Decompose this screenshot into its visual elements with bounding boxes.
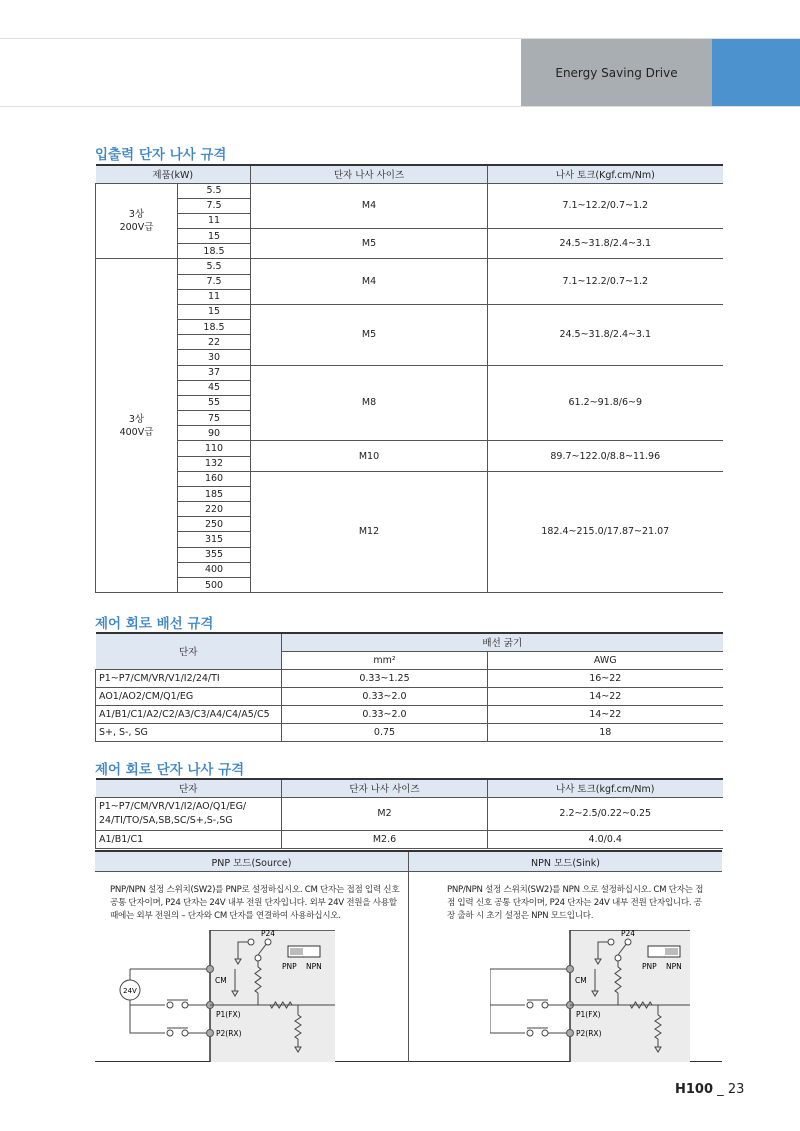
kw-cell: 45: [178, 380, 251, 395]
io-screw-table: [95, 164, 723, 593]
kw-cell: 315: [178, 532, 251, 547]
control-wiring-table: [95, 632, 723, 742]
mm2-cell: 0.75: [282, 723, 488, 741]
kw-cell: 37: [178, 365, 251, 380]
svg-text:PNP: PNP: [642, 962, 657, 971]
kw-cell: 220: [178, 502, 251, 517]
screw-size-cell: M10: [251, 441, 488, 471]
screw-size-cell: M4: [251, 259, 488, 305]
awg-cell: 16~22: [488, 669, 723, 687]
table-row: P1~P7/CM/VR/V1/I2/AO/Q1/EG/ 24/TI/TO/SA,SB,SC/S+,S-,SG M2 2.2~2.5/0.22~0.25: [96, 797, 723, 830]
class-cell: [96, 183, 178, 259]
screw-size-cell: M5: [251, 304, 488, 365]
page-number: 23: [727, 1082, 745, 1097]
svg-text:P1(FX): P1(FX): [576, 1010, 601, 1019]
svg-text:P2(RX): P2(RX): [576, 1029, 602, 1038]
pnp-wiring-diagram: [110, 930, 335, 1062]
mm2-cell: 0.33~2.0: [282, 687, 488, 705]
svg-text:NPN: NPN: [666, 962, 682, 971]
torque-cell: 61.2~91.8/6~9: [488, 365, 723, 441]
svg-text:P24: P24: [621, 930, 636, 938]
model-name: H100: [675, 1082, 714, 1097]
mode-divider: [408, 852, 409, 1062]
kw-cell: 30: [178, 350, 251, 365]
kw-cell: 110: [178, 441, 251, 456]
kw-cell: 15: [178, 304, 251, 319]
io-mode-section: [95, 850, 722, 1062]
torque-cell: 89.7~122.0/8.8~11.96: [488, 441, 723, 471]
class-cell: [96, 259, 178, 593]
svg-text:CM: CM: [575, 976, 587, 985]
mm2-cell: 0.33~1.25: [282, 669, 488, 687]
kw-cell: 11: [178, 289, 251, 304]
kw-cell: 15: [178, 229, 251, 244]
kw-cell: 18.5: [178, 320, 251, 335]
npn-mode-header: NPN 모드(Sink): [409, 852, 722, 872]
header-accent: [712, 39, 800, 106]
section-title-control-screw: 제어 회로 단자 나사 규격: [95, 762, 245, 778]
kw-cell: 22: [178, 335, 251, 350]
col-header: 단자 나사 사이즈: [251, 165, 488, 183]
table-row: [96, 723, 723, 741]
source-24v-label: 24V: [123, 987, 137, 995]
torque-cell: 182.4~215.0/17.87~21.07: [488, 471, 723, 592]
kw-cell: 160: [178, 471, 251, 486]
table-row: [96, 304, 723, 319]
col-header: 단자: [96, 633, 282, 669]
kw-cell: 355: [178, 547, 251, 562]
screw-size-cell: M4: [251, 183, 488, 229]
screw-size-cell: M5: [251, 229, 488, 259]
kw-cell: 400: [178, 562, 251, 577]
table-row: [96, 687, 723, 705]
svg-text:PNP: PNP: [282, 962, 297, 971]
svg-text:NPN: NPN: [306, 962, 322, 971]
col-header: 단자 나사 사이즈: [282, 779, 488, 797]
col-header: 나사 토크(Kgf.cm/Nm): [488, 165, 723, 183]
terminal-cell: S+, S-, SG: [96, 723, 282, 741]
svg-text:P2(RX): P2(RX): [216, 1029, 242, 1038]
pnp-mode-header: PNP 모드(Source): [95, 852, 408, 872]
class-label: 3상 200V급: [119, 208, 154, 233]
screw-size-cell: M8: [251, 365, 488, 441]
awg-cell: 14~22: [488, 705, 723, 723]
table-row: [96, 183, 723, 198]
awg-cell: 18: [488, 723, 723, 741]
kw-cell: 18.5: [178, 244, 251, 259]
npn-description: PNP/NPN 설정 스위치(SW2)를 NPN 으로 설정하십시오. CM 단자는 접점 입력 신호 공통 단자이며, P24 단자는 24V 내부 전원 단자입니다. 공장 출하 시 초기 설정은 NPN 모드입니다.: [447, 885, 704, 921]
torque-cell: 24.5~31.8/2.4~3.1: [488, 229, 723, 259]
terminal-cell: A1/B1/C1/A2/C2/A3/C3/A4/C4/A5/C5: [96, 705, 282, 723]
kw-cell: 500: [178, 577, 251, 592]
pnp-description: PNP/NPN 설정 스위치(SW2)를 PNP로 설정하십시오. CM 단자는 접점 입력 신호 공통 단자이며, P24 단자는 24V 내부 전원 단자입니다. 외부 24V 전원을 사용할 때에는 외부 전원의 – 단자와 CM 단자를 연결하여 사용하십시오.: [110, 885, 400, 921]
kw-cell: 7.5: [178, 198, 251, 213]
torque-cell: 24.5~31.8/2.4~3.1: [488, 304, 723, 365]
col-header: 배선 굵기: [282, 633, 723, 651]
table-row: [96, 259, 723, 274]
kw-cell: 185: [178, 486, 251, 501]
kw-cell: 7.5: [178, 274, 251, 289]
section-title-control-wiring: 제어 회로 배선 규격: [95, 616, 214, 632]
torque-cell: 7.1~12.2/0.7~1.2: [488, 259, 723, 305]
control-screw-table: [95, 778, 723, 849]
kw-cell: 11: [178, 213, 251, 228]
col-header: AWG: [488, 651, 723, 669]
mm2-cell: 0.33~2.0: [282, 705, 488, 723]
page-footer: [675, 1082, 744, 1097]
kw-cell: 75: [178, 411, 251, 426]
terminal-cell: AO1/AO2/CM/Q1/EG: [96, 687, 282, 705]
torque-cell: 7.1~12.2/0.7~1.2: [488, 183, 723, 229]
kw-cell: 5.5: [178, 183, 251, 198]
col-header: mm²: [282, 651, 488, 669]
header-divider: [0, 106, 800, 107]
svg-text:P1(FX): P1(FX): [216, 1010, 241, 1019]
footer-separator: _: [717, 1082, 724, 1097]
table-row: A1/B1/C1 M2.6 4.0/0.4: [96, 830, 723, 848]
terminal-cell: P1~P7/CM/VR/V1/I2/24/TI: [96, 669, 282, 687]
table-row: [96, 441, 723, 456]
section-title-io-screw: 입출력 단자 나사 규격: [95, 147, 227, 163]
kw-cell: 90: [178, 426, 251, 441]
col-header: 단자: [96, 779, 282, 797]
npn-wiring-diagram: [490, 930, 690, 1062]
kw-cell: 55: [178, 395, 251, 410]
col-header: 제품(kW): [96, 165, 251, 183]
header-title: Energy Saving Drive: [521, 39, 712, 106]
kw-cell: 250: [178, 517, 251, 532]
screw-size-cell: M12: [251, 471, 488, 592]
table-row: [96, 229, 723, 244]
col-header: 나사 토크(kgf.cm/Nm): [488, 779, 723, 797]
table-row: [96, 471, 723, 486]
svg-text:CM: CM: [215, 976, 227, 985]
table-row: [96, 365, 723, 380]
svg-text:P24: P24: [261, 930, 276, 938]
awg-cell: 14~22: [488, 687, 723, 705]
class-label: 3상 400V급: [119, 413, 154, 438]
kw-cell: 5.5: [178, 259, 251, 274]
table-row: [96, 669, 723, 687]
table-row: [96, 705, 723, 723]
kw-cell: 132: [178, 456, 251, 471]
